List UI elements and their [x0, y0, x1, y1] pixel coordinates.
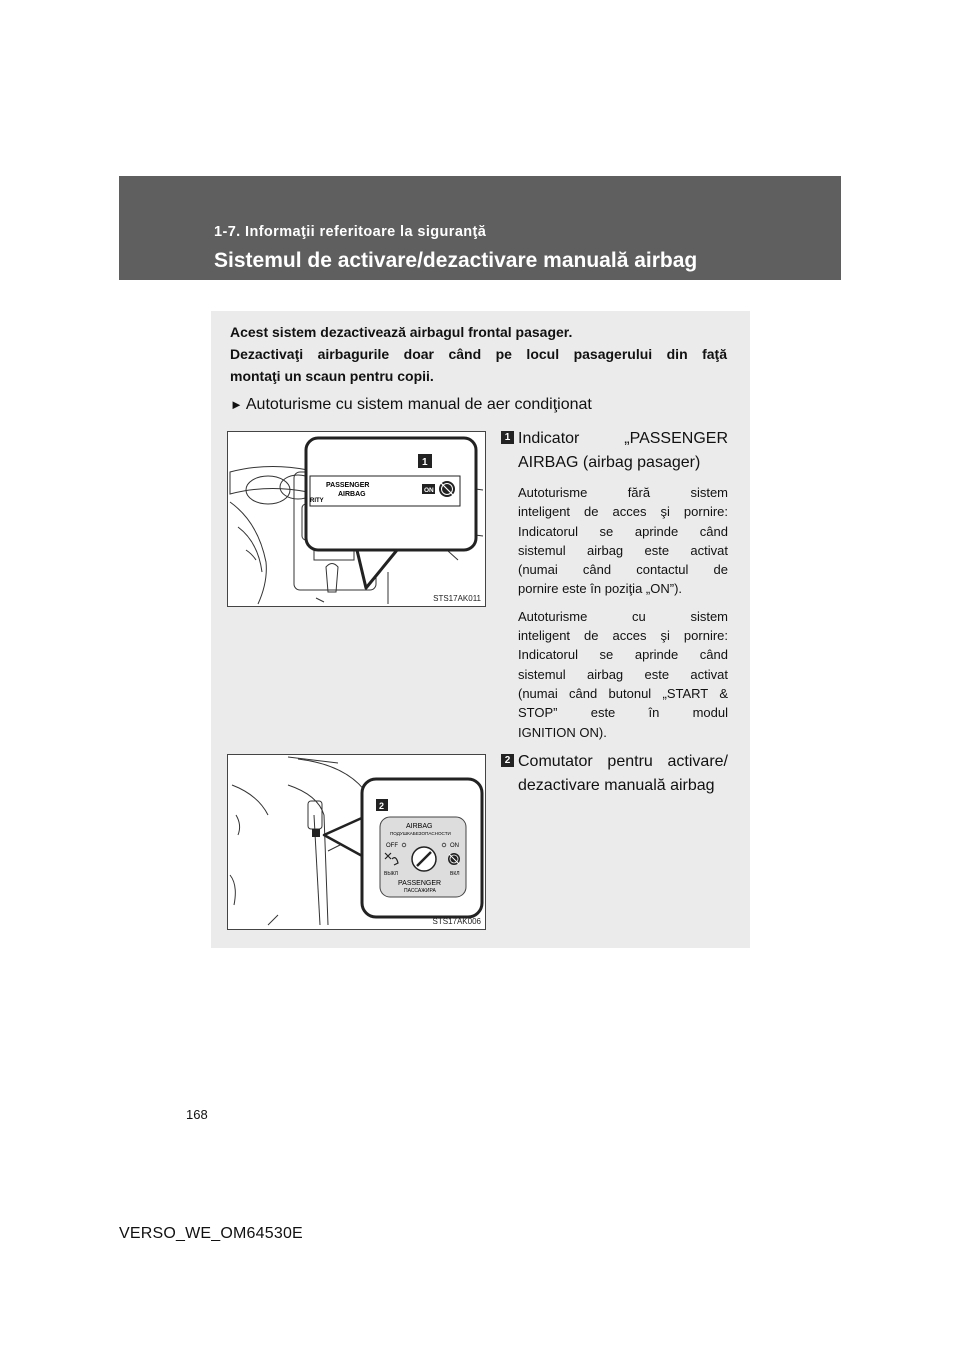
- header-band: [119, 176, 841, 280]
- variant-heading: [230, 396, 592, 414]
- content-box: [211, 311, 750, 948]
- item-indicator: [501, 427, 728, 750]
- description-no-smart-key: Autoturisme fără sistem inteligent de acces şi pornire: Indicatorul se aprinde când sistemul airbag este activat (numai când contactul de pornire este în poziţia „ON”).: [518, 485, 728, 597]
- switch-off-label: OFF: [386, 843, 398, 849]
- intro-text: [230, 321, 727, 387]
- intro-line-1: Acest sistem dezactivează airbagul frontal pasager.: [230, 324, 573, 340]
- switch-passenger-label: PASSENGER: [398, 880, 442, 887]
- switch-airbag-label: AIRBAG: [406, 823, 433, 830]
- figure-code: STS17AK006: [432, 917, 481, 926]
- item-switch: [501, 750, 728, 798]
- airbag-switch-key-slot-icon: [412, 847, 436, 871]
- document-code: VERSO_WE_OM64530E: [119, 1225, 303, 1242]
- switch-airbag-ru-label: ПОДУШКАБЕЗОПАСНОСТИ: [390, 831, 451, 836]
- panel-side-text: RITY: [310, 498, 324, 504]
- description-smart-key: Autoturisme cu sistem inteligent de acces şi pornire: Indicatorul se aprinde când sistemul airbag este activat (numai când butonul „START & STOP” este în modul IGNITION ON).: [518, 608, 728, 740]
- item-description: [518, 483, 728, 742]
- variant-label: Autoturisme cu sistem manual de aer condiţionat: [245, 396, 592, 413]
- switch-on-label: ON: [450, 843, 459, 849]
- switch-location-marker: [312, 829, 320, 837]
- triangle-right-icon: ►: [230, 397, 243, 412]
- section-label: 1-7. Informaţii referitoare la siguranţă: [214, 224, 487, 240]
- figure-airbag-switch: [227, 754, 486, 930]
- intro-line-2: Dezactivaţi airbagurile doar când pe locul pasagerului din faţă: [230, 346, 727, 362]
- switch-off-ru-label: ВЫКЛ: [384, 871, 398, 877]
- switch-illustration: [228, 755, 485, 929]
- figure-code: STS17AK011: [433, 594, 481, 603]
- switch-passenger-ru-label: ПАССАЖИРА: [404, 888, 436, 894]
- panel-airbag-text: AIRBAG: [338, 491, 366, 498]
- airbag-off-warning-icon: [448, 853, 460, 865]
- item-number-badge: 1: [501, 431, 514, 444]
- figure-dashboard-indicator: [227, 431, 486, 607]
- on-badge-text: ON: [424, 487, 434, 494]
- item-title: Comutator pentru activare/ dezactivare manuală airbag: [518, 753, 728, 794]
- airbag-warning-icon: [439, 481, 455, 497]
- item-number-badge: 2: [501, 754, 514, 767]
- panel-passenger-text: PASSENGER: [326, 482, 370, 489]
- page-number: 168: [186, 1107, 208, 1122]
- svg-text:1: 1: [422, 457, 428, 468]
- dashboard-illustration: [228, 432, 485, 606]
- svg-text:2: 2: [379, 801, 385, 811]
- intro-line-3: montaţi un scaun pentru copii.: [230, 368, 434, 384]
- page-title: Sistemul de activare/dezactivare manuală airbag: [214, 249, 698, 272]
- item-title: Indicator „PASSENGER AIRBAG (airbag pasager): [518, 430, 728, 471]
- switch-on-ru-label: ВКЛ: [450, 871, 460, 877]
